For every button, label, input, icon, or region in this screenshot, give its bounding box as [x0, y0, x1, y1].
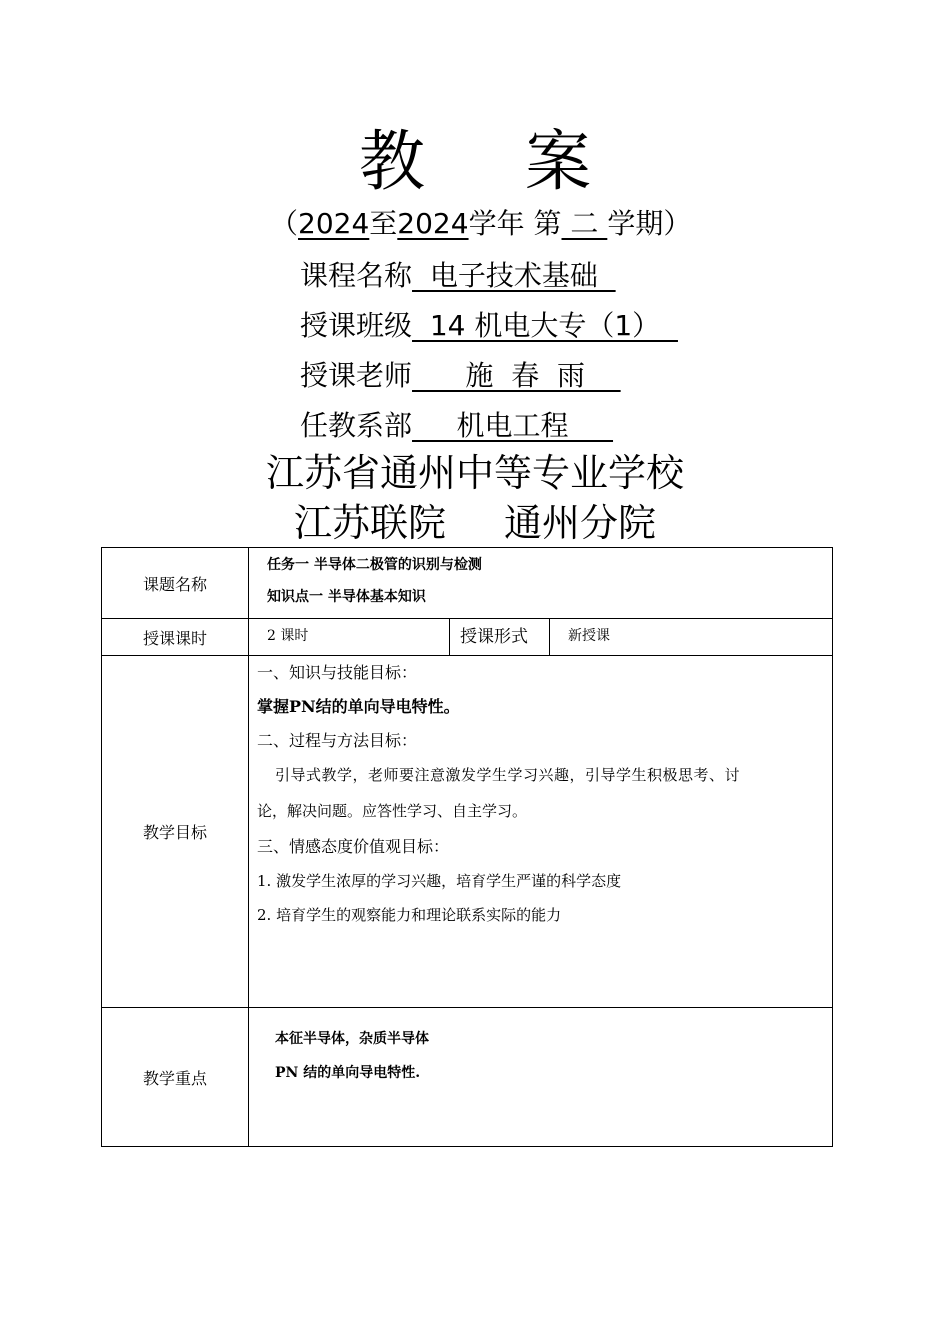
term: 二	[561, 207, 608, 240]
focus-line-2: PN 结的单向导电特性.	[275, 1065, 421, 1081]
hours-cell	[249, 619, 450, 656]
semester-line: （2024至2024学年 第 二 学期）	[270, 207, 692, 240]
goals-cell	[249, 656, 833, 1008]
goals-heading-1: 一、知识与技能目标：	[257, 663, 418, 682]
table-row-hours	[102, 619, 833, 656]
goals-item-2a: 引导式教学，老师要注意激发学生学习兴趣，引导学生积极思考、讨	[275, 766, 741, 784]
teacher-value: 施 春 雨	[412, 359, 621, 392]
form-label-cell	[450, 619, 550, 656]
course-name-line: 课程名称 电子技术基础	[300, 259, 616, 292]
table-row-focus	[102, 1008, 833, 1147]
topic-cell	[249, 548, 833, 619]
course-name-value: 电子技术基础	[412, 259, 616, 292]
school-branch: 江苏联院 通州分院	[293, 501, 657, 545]
title-char-1: 教	[359, 123, 425, 200]
document-title	[0, 122, 950, 202]
form-value: 新授课	[568, 628, 610, 644]
goals-heading-3: 三、情感态度价值观目标：	[257, 837, 450, 856]
class-line: 授课班级 14 机电大专（1）	[300, 309, 678, 342]
hours-label: 授课课时	[102, 619, 249, 656]
topic-line-2: 知识点一 半导体基本知识	[267, 589, 426, 605]
table-row-goals	[102, 656, 833, 1008]
department-line: 任教系部 机电工程	[300, 409, 614, 442]
goals-item-2b: 论，解决问题。应答性学习、自主学习。	[257, 802, 528, 820]
focus-cell	[249, 1008, 833, 1147]
goals-label: 教学目标	[102, 656, 249, 1008]
focus-line-1: 本征半导体，杂质半导体	[275, 1031, 429, 1047]
topic-line-1: 任务一 半导体二极管的识别与检测	[267, 557, 482, 573]
year-start: 2024	[298, 207, 370, 240]
class-value: 14 机电大专（1）	[412, 309, 678, 342]
teacher-line: 授课老师 施 春 雨	[300, 359, 621, 392]
lesson-plan-table	[101, 547, 833, 1147]
goals-item-4: 2. 培育学生的观察能力和理论联系实际的能力	[257, 906, 562, 924]
hours-value: 2 课时	[267, 628, 309, 644]
goals-item-1: 掌握PN结的单向导电特性。	[257, 697, 460, 716]
topic-label: 课题名称	[102, 548, 249, 619]
form-label: 授课形式	[460, 627, 528, 647]
title-char-2: 案	[525, 123, 591, 200]
department-value: 机电工程	[412, 409, 614, 442]
year-end: 2024	[397, 207, 469, 240]
form-cell	[550, 619, 833, 656]
school-name: 江苏省通州中等专业学校	[265, 451, 684, 495]
focus-label: 教学重点	[102, 1008, 249, 1147]
table-row-topic	[102, 548, 833, 619]
goals-item-3: 1. 激发学生浓厚的学习兴趣，培育学生严谨的科学态度	[257, 872, 622, 890]
goals-heading-2: 二、过程与方法目标：	[257, 731, 418, 750]
